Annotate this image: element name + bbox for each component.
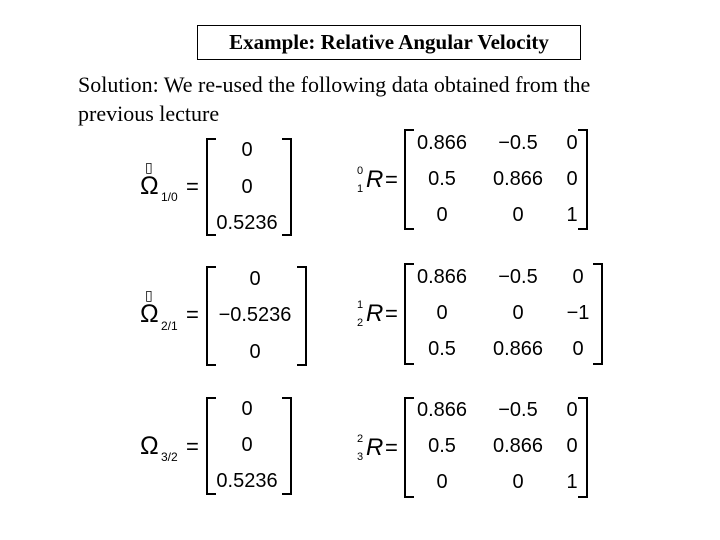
vector-entry: 0.5236	[216, 212, 278, 234]
slide-title: Example: Relative Angular Velocity	[197, 25, 581, 60]
vector-entry: 0	[241, 139, 253, 161]
matrix-entry: 0.866	[492, 435, 544, 457]
omega-subscript: 2/1	[161, 319, 178, 333]
matrix-entry: 0	[512, 302, 524, 324]
omega-marker: ▯	[145, 287, 153, 303]
equals-sign: =	[186, 174, 199, 199]
matrix-entry: 1	[566, 204, 578, 226]
matrix-entry: 0	[566, 435, 578, 457]
solution-text	[78, 70, 698, 128]
rotation-superscript: 2	[357, 433, 364, 445]
omega-symbol: Ω	[140, 432, 159, 460]
rotation-subscript: 3	[357, 451, 364, 463]
equals-sign: =	[385, 435, 398, 460]
matrix-entry: 0	[572, 266, 584, 288]
matrix-entry: 0	[566, 132, 578, 154]
omega-symbol: Ω	[140, 300, 159, 328]
vector-entry: 0	[241, 434, 253, 456]
rotation-symbol: R	[366, 300, 384, 327]
vector-entry: 0.5236	[216, 470, 278, 492]
vector-entry: 0	[249, 268, 261, 290]
right-bracket	[282, 397, 292, 495]
right-bracket	[593, 263, 603, 365]
matrix-entry: 0	[436, 302, 448, 324]
matrix-entry: 0.866	[416, 266, 468, 288]
matrix-entry: 0.866	[492, 168, 544, 190]
right-bracket	[297, 266, 307, 366]
rotation-symbol: R	[366, 166, 384, 193]
matrix-entry: 0.5	[428, 168, 456, 190]
vector-entry: 0	[241, 176, 253, 198]
rotation-subscript: 1	[357, 183, 364, 195]
matrix-entry: 0	[436, 204, 448, 226]
omega-subscript: 3/2	[161, 450, 178, 464]
rotation-superscript: 0	[357, 165, 364, 177]
equals-sign: =	[385, 301, 398, 326]
equals-sign: =	[186, 302, 199, 327]
matrix-entry: 0.866	[416, 399, 468, 421]
matrix-entry: 0.5	[428, 338, 456, 360]
matrix-entry: 0.5	[428, 435, 456, 457]
matrix-entry: 1	[566, 471, 578, 493]
matrix-entry: 0	[436, 471, 448, 493]
matrix-entry: 0	[566, 168, 578, 190]
matrix-entry: 0.866	[416, 132, 468, 154]
matrix-entry: 0.866	[492, 338, 544, 360]
rotation-superscript: 1	[357, 299, 364, 311]
solution-line-1: Solution: We re-used the following data obtained from the	[78, 72, 591, 97]
vector-entry: 0	[241, 398, 253, 420]
vector-entry: 0	[249, 341, 261, 363]
matrix-entry: 0	[572, 338, 584, 360]
rotation-symbol: R	[366, 434, 384, 461]
equals-sign: =	[385, 167, 398, 192]
vector-entry: −0.5236	[218, 304, 292, 326]
omega-symbol: Ω	[140, 172, 159, 200]
matrix-entry: −0.5	[498, 266, 538, 288]
omega-subscript: 1/0	[161, 190, 178, 204]
matrix-entry: −0.5	[498, 132, 538, 154]
right-bracket	[282, 138, 292, 236]
matrix-entry: 0	[512, 471, 524, 493]
omega-marker: ▯	[145, 159, 153, 175]
matrix-entry: 0	[566, 399, 578, 421]
matrix-entry: 0	[512, 204, 524, 226]
matrix-entry: −0.5	[498, 399, 538, 421]
matrix-entry: −1	[566, 302, 590, 324]
equals-sign: =	[186, 434, 199, 459]
rotation-subscript: 2	[357, 317, 364, 329]
solution-line-2: previous lecture	[78, 101, 220, 126]
